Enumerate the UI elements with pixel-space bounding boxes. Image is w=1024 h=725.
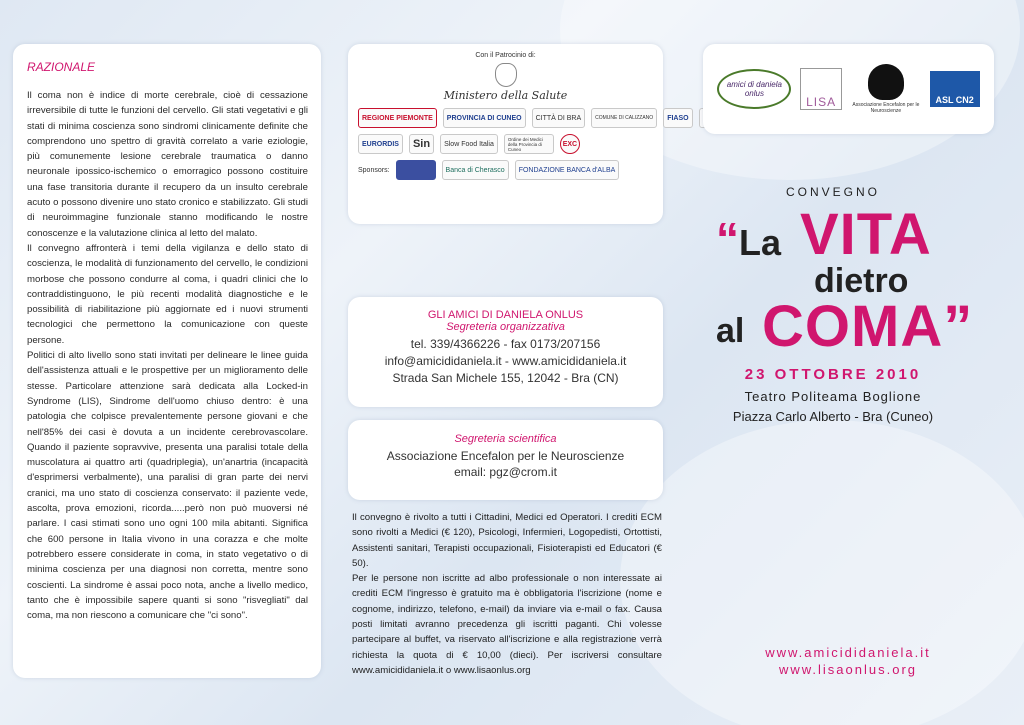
sponsor-icon (396, 160, 436, 180)
title-dietro: dietro (814, 262, 909, 300)
patronage-caption: Con il Patrocinio di: (475, 52, 536, 59)
citta-bra-logo: CITTÀ DI BRA (532, 108, 586, 128)
encefalon-logo: Associazione Encefalon per le Neuroscienze (851, 64, 921, 114)
razionale-panel (13, 44, 321, 678)
provincia-cuneo-logo: PROVINCIA DI CUNEO (443, 108, 526, 128)
slow-food-logo: Slow Food Italia (440, 134, 498, 154)
info-paragraph: Il convegno è rivolto a tutti i Cittadini, Medici ed Operatori. I crediti ECM sono rivolti a Medici (€ 120), Psicologi, Infermieri, Logopedisti, Ortottisti, Assistenti sanitari, Terapisti occupazionali, Fisioterapisti ed Educatori (€ 50). (352, 512, 662, 569)
title-al: al (716, 312, 745, 350)
razionale-paragraph: Politici di alto livello sono stati invitati per delineare le linee guida dell'assistenza attuali e le prospettive per un miglioramento delle stesse. Particolare attenzione sarà dedicata alla Locked-in Syndrome (LIS), Sindrome dell'uomo chiuso dentro: è una patologia che colpisce prevalentemente persone giovani e che nell'85% dei casi è dovuta a un incidente cerebrovascolare. Quando il paziente sopravvive, presenta una paralisi totale della muscolatura ai quattro arti (quadriplegia), un'anartria (incapacità d'esprimersi verbalmente), una paralisi di gran parte dei nervi cranici, ma uno stato di coscienza conservato: il paziente vede, ascolta, prova emozioni, ricorda.....però non può muoversi né parlare. I casi stimati sono uno ogni 100 mila abitanti. Significa che 600 persone in Italia vivono in una corazza e che molte potrebbero essere considerate in coma, in stato vegetativo o di minima coscienza per una diagnosi non corretta, mentre sono coscienti. La sindrome è assai poco nota, anche a livello medico, tanto che è impossibile sapere quanti si sono "risvegliati" dal coma, ma non riescono a comunicare che "ci sono". (27, 350, 308, 622)
razionale-paragraph: Il convegno affronterà i temi della vigilanza e dello stato di coscienza, le modalità di funzionamento del cervello, le condizioni morbose che possono condurre al coma, i quadri clinici che lo contraddistinguono, le più recenti modalità diagnostiche e le possibilità di riabilitazione più aggiornate ed i nuovi strumenti tecnologici che permettono la comunicazione con queste persone. (27, 242, 308, 346)
sci-subheading: Segreteria scientifica (454, 433, 557, 445)
sponsors-row (358, 160, 653, 180)
lisa-logo: LISA (800, 68, 842, 110)
sin-logo: Sin (409, 134, 434, 154)
fondazione-banca-alba-logo: FONDAZIONE BANCA d'ALBA (515, 160, 620, 180)
sci-email: email: pgz@crom.it (454, 465, 557, 479)
org-address: Strada San Michele 155, 12042 - Bra (CN) (392, 371, 619, 385)
event-date: 23 OTTOBRE 2010 (744, 366, 922, 383)
razionale-heading: RAZIONALE (27, 60, 96, 74)
title-vita: VITA (800, 202, 932, 267)
info-paragraph: Per le persone non iscritte ad albo professionale o non interessate ai crediti ECM l'ingresso è gratuito ma è obbligatoria l'iscrizione (nome e cognome, indirizzo, telefono, e-mail) da inviare via e-mail o fax. Causa posti limitati avranno precedenza gli iscritti paganti. Chi volesse partecipare al buffet, va riservato all'iscrizione e alla registrazione verrà richiesta la quota di € 10,00 (dieci). Per iscriversi consultare www.amicididaniela.it o www.lisaonlus.org (352, 573, 662, 676)
exc-logo: EXC (560, 134, 580, 154)
convegno-label: CONVEGNO (785, 185, 880, 199)
title-la: “La (716, 213, 782, 265)
patronage-panel (348, 44, 689, 224)
ordine-medici-logo: Ordine dei Medici della Provincia di Cuneo (504, 134, 554, 154)
event-venue: Teatro Politeama Boglione (744, 389, 922, 404)
info-text (352, 510, 662, 678)
patron-logos-row-1 (358, 108, 689, 128)
org-subheading: Segreteria organizzativa (446, 321, 565, 333)
amici-daniela-logo: amici di daniela onlus (717, 69, 791, 109)
comune-calizzano-logo: COMUNE DI CALIZZANO (591, 108, 657, 128)
banca-cherasco-logo: Banca di Cherasco (442, 160, 509, 180)
ministero-logo: Ministero della Salute (443, 89, 568, 102)
title-coma: COMA” (762, 294, 974, 359)
segreteria-scientifica-panel (348, 420, 663, 500)
org-email: info@amicididaniela.it - www.amicididaniela.it (384, 354, 627, 368)
regione-piemonte-logo: REGIONE PIEMONTE (358, 108, 437, 128)
organizers-logos-panel (703, 44, 994, 134)
website-link-amici[interactable]: www.amicididaniela.it (765, 645, 931, 660)
fiaso-logo: FIASO (663, 108, 692, 128)
brain-head-icon (868, 64, 904, 100)
org-heading: GLI AMICI DI DANIELA ONLUS (427, 309, 584, 321)
razionale-paragraph: Il coma non è indice di morte cerebrale, cioè di cessazione irreversibile di tutte le funzioni del cervello. Gli stati vegetativi e gli stati di minima coscienza sono sindromi clinicamente definite che comprendono uno spettro di gravità correlato a varie eziologie, più comunemente lesione cerebrale traumatica o danno neuronale ipossico-ischemico o emorragico possono costituire una fase transitoria durante il recupero da un insulto cerebrale acuto o possono divenire uno stato cronico e stabilizzato. Gli studi di neuroimmagine funzionale stanno modificando le nostre conoscenze e la valutazione clinica al letto del malato. (27, 90, 308, 239)
italian-emblem-icon (495, 63, 517, 87)
event-place: Piazza Carlo Alberto - Bra (Cuneo) (732, 409, 934, 424)
segreteria-organizzativa-panel (348, 297, 663, 407)
background-swirl (620, 420, 1024, 725)
patron-logos-row-2 (358, 134, 653, 154)
eurordis-logo: EURORDIS (358, 134, 403, 154)
website-link-lisa[interactable]: www.lisaonlus.org (778, 662, 918, 677)
sponsors-label: Sponsors: (358, 166, 390, 174)
sci-org: Associazione Encefalon per le Neuroscienze (386, 449, 625, 463)
org-tel: tel. 339/4366226 - fax 0173/207156 (410, 337, 601, 351)
asl-cn2-logo: ASL CN2 (930, 71, 980, 107)
